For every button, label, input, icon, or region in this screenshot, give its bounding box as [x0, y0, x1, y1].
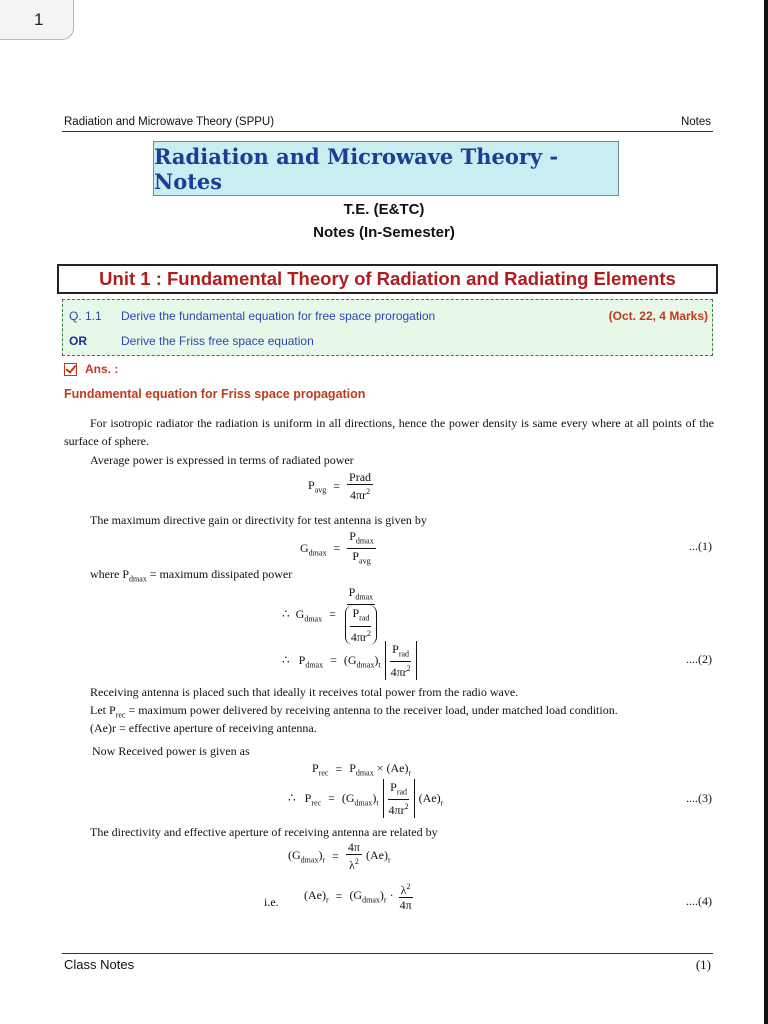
equation-prec: $P_{rec}$ = $P_{dmax} \times (Ae)_r$	[312, 761, 412, 778]
unit-title: Unit 1 : Fundamental Theory of Radiation and Radiating Elements	[57, 264, 718, 294]
paragraph-1: For isotropic radiator the radiation is uniform in all directions, hence the power density is same every where at all points of the surface of sphere.	[64, 416, 714, 448]
paragraph-5: Receiving antenna is placed such that ideally it receives total power from the radio wave.	[90, 685, 519, 699]
notes-subtitle: Notes (In-Semester)	[313, 224, 455, 241]
paragraph-8: Now Received power is given as	[92, 744, 250, 758]
equation-pavg: $P_{avg}$ = $\frac{\text{Prad}}{4\pi r^2}$	[308, 470, 372, 502]
equation-4: $(Ae)_r$ = $(G_{dmax})_r$ · $\frac{\lambda^2}{4\pi}$	[304, 882, 412, 912]
question-marks: (Oct. 22, 4 Marks)	[608, 309, 708, 323]
equation-3: ∴ $P_{rec}$ = $(G_{dmax})_t$ $\frac{P_{rad}}{4\pi r^2}$ $(Ae)_r$	[288, 780, 444, 818]
paragraph-7: (Ae)r = effective aperture of receiving antenna.	[90, 721, 317, 735]
paragraph-9: The directivity and effective aperture of receiving antenna are related by	[90, 825, 438, 839]
equation-2: ∴ $P_{dmax}$ = $(G_{dmax})_t$ $\frac{P_{rad}}{4\pi r^2}$	[282, 641, 417, 680]
header-divider	[62, 131, 713, 132]
document-title: Radiation and Microwave Theory - Notes	[153, 141, 619, 196]
or-question-text: Derive the Friss free space equation	[121, 334, 314, 348]
footer-page-number: (1)	[695, 957, 711, 972]
paragraph-3: The maximum directive gain or directivity for test antenna is given by	[90, 513, 427, 527]
page-number: 1	[34, 9, 44, 29]
header-left: Radiation and Microwave Theory (SPPU)	[64, 116, 275, 128]
answer-text: Ans. :	[85, 362, 119, 376]
equation-gdmax: ∴ $G_{dmax}$ = $\frac{P_{dmax}}{\frac{P_{rad}}{4\pi r^2}}$	[282, 585, 379, 645]
course-subtitle: T.E. (E&TC)	[343, 201, 425, 218]
equation-1: $G_{dmax}$ = $\frac{P_{dmax}}{P_{avg}}$	[300, 529, 374, 566]
or-label: OR	[69, 334, 87, 348]
question-number: Q. 1.1	[69, 309, 102, 323]
paragraph-2: Average power is expressed in terms of radiated power	[90, 453, 354, 467]
equation-directivity-aperture: $(G_{dmax})_r$ = $\frac{4\pi}{\lambda^2}$ $(Ae)_r$	[288, 840, 391, 872]
section-heading: Fundamental equation for Friss space propagation	[64, 387, 366, 401]
equation-number-3: ....(3)	[686, 791, 712, 805]
question-text: Derive the fundamental equation for free space prorogation	[121, 309, 436, 323]
ie-label: i.e.	[264, 895, 279, 909]
paragraph-4: where $P_{dmax}$ = maximum dissipated power	[90, 567, 293, 584]
checkbox-icon	[64, 363, 77, 376]
right-edge-border	[764, 0, 768, 1024]
question-box	[62, 299, 713, 356]
footer-divider	[62, 953, 713, 954]
page-number-tab[interactable]	[0, 0, 74, 40]
paragraph-6: Let $P_{rec}$ = maximum power delivered by receiving antenna to the receiver load, under matched load condition.	[90, 703, 618, 720]
equation-number-1: ...(1)	[689, 539, 712, 553]
equation-number-2: ....(2)	[686, 652, 712, 666]
footer-left: Class Notes	[64, 957, 135, 972]
answer-label	[64, 362, 118, 376]
header-right: Notes	[680, 116, 711, 128]
equation-number-4: ....(4)	[686, 894, 712, 908]
